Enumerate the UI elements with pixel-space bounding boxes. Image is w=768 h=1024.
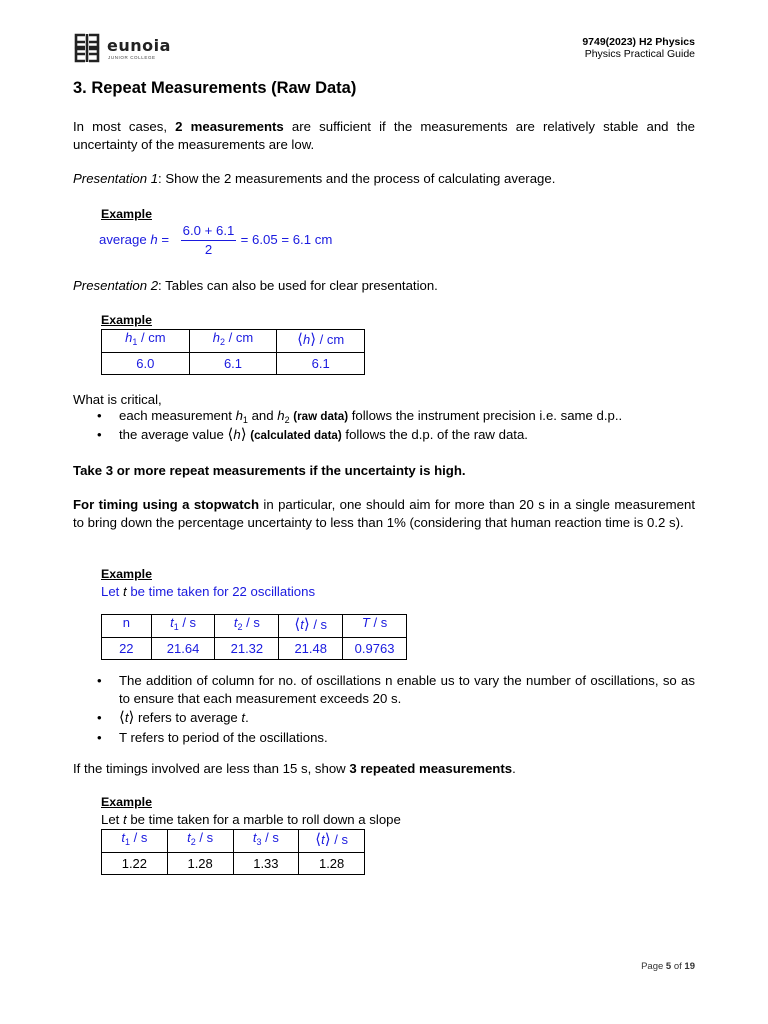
timing-paragraph: For timing using a stopwatch in particular, one should aim for more than 20 s in a single measurement to bring down the percentage uncertainty to less than 1% (considering that human reaction time is 0.2 s). xyxy=(73,497,695,530)
header-guide: Physics Practical Guide xyxy=(584,48,695,60)
table-header-row xyxy=(102,615,407,638)
table-header-cell: $t_3$ / s xyxy=(233,830,299,853)
table-row xyxy=(102,353,365,375)
oscillation-notes xyxy=(73,672,695,746)
table-header-cell: n xyxy=(102,615,152,638)
less15-paragraph: If the timings involved are less than 15 s, show 3 repeated measurements. xyxy=(73,761,516,776)
critical-list xyxy=(73,407,713,445)
take3-statement: Take 3 or more repeat measurements if the uncertainty is high. xyxy=(73,463,466,478)
table-header-cell: $t_2$ / s xyxy=(167,830,233,853)
critical-intro: What is critical, xyxy=(73,392,162,407)
list-item: • The addition of column for no. of oscillations n enable us to vary the number of oscillations, so as to ensure that each measurement exceeds 20 s. xyxy=(97,673,695,706)
table-cell: 6.1 xyxy=(189,353,277,375)
height-table xyxy=(101,329,365,375)
average-equation: average h = 6.0 + 6.1 2 = 6.05 = 6.1 cm xyxy=(99,223,333,257)
example1-label: Example xyxy=(101,207,152,221)
list-item: • each measurement $h_1$ and $h_2$ (raw data) follows the instrument precision i.e. same d.p.. xyxy=(97,408,623,425)
example3-label: Example xyxy=(101,567,152,581)
table-cell: 22 xyxy=(102,638,152,660)
oscillation-table xyxy=(101,614,407,660)
table-header-cell: $t_2$ / s xyxy=(215,615,279,638)
logo-subtitle: JUNIOR COLLEGE xyxy=(108,55,156,60)
table-cell: 6.0 xyxy=(102,353,190,375)
table-cell: 1.28 xyxy=(299,853,365,875)
fraction xyxy=(181,222,236,259)
fraction-denominator: 2 xyxy=(204,242,213,257)
list-item: • ⟨t⟩ refers to average t. xyxy=(97,708,249,726)
table-header-cell: T / s xyxy=(343,615,407,638)
table-header-row xyxy=(102,330,365,353)
table-header-row xyxy=(102,830,365,853)
list-item: • T refers to period of the oscillations. xyxy=(97,729,328,745)
table-header-cell: $h_1$ / cm xyxy=(102,330,190,353)
table-cell: 21.64 xyxy=(151,638,215,660)
eunoia-emblem-icon xyxy=(72,32,102,64)
example3-caption: Let t be time taken for 22 oscillations xyxy=(101,584,316,599)
table-cell: 1.33 xyxy=(233,853,299,875)
table-cell: 1.22 xyxy=(102,853,168,875)
marble-table xyxy=(101,829,365,875)
example4-caption: Let t be time taken for a marble to roll down a slope xyxy=(101,812,401,827)
table-header-cell: $t_1$ / s xyxy=(102,830,168,853)
header-course: 9749(2023) H2 Physics xyxy=(582,36,695,48)
logo xyxy=(72,32,182,66)
presentation2: Presentation 2: Tables can also be used for clear presentation. xyxy=(73,278,438,293)
list-item: • the average value ⟨h⟩ (calculated data) follows the d.p. of the raw data. xyxy=(97,425,528,443)
table-header-cell: $t_1$ / s xyxy=(151,615,215,638)
example4-label: Example xyxy=(101,795,152,809)
intro-paragraph: In most cases, 2 measurements are sufficient if the measurements are relatively stable and the uncertainty of the measurements are low. xyxy=(73,119,695,152)
equation-result: = 6.05 = 6.1 cm xyxy=(237,232,333,247)
table-cell: 21.48 xyxy=(279,638,343,660)
table-row xyxy=(102,638,407,660)
table-header-cell: ⟨t⟩ / s xyxy=(299,830,365,853)
table-cell: 21.32 xyxy=(215,638,279,660)
table-cell: 1.28 xyxy=(167,853,233,875)
section-title: 3. Repeat Measurements (Raw Data) xyxy=(73,79,357,97)
intro-bold: 2 measurements xyxy=(175,119,284,134)
fraction-numerator: 6.0 + 6.1 xyxy=(182,223,235,238)
presentation1: Presentation 1: Show the 2 measurements and the process of calculating average. xyxy=(73,171,556,186)
page-number: Page 5 of 19 xyxy=(641,961,695,972)
table-cell: 0.9763 xyxy=(343,638,407,660)
table-header-cell: ⟨t⟩ / s xyxy=(279,615,343,638)
table-header-cell: ⟨h⟩ / cm xyxy=(277,330,365,353)
table-row xyxy=(102,853,365,875)
example2-label: Example xyxy=(101,313,152,327)
table-cell: 6.1 xyxy=(277,353,365,375)
logo-wordmark: eunoia xyxy=(107,36,171,55)
table-header-cell: $h_2$ / cm xyxy=(189,330,277,353)
